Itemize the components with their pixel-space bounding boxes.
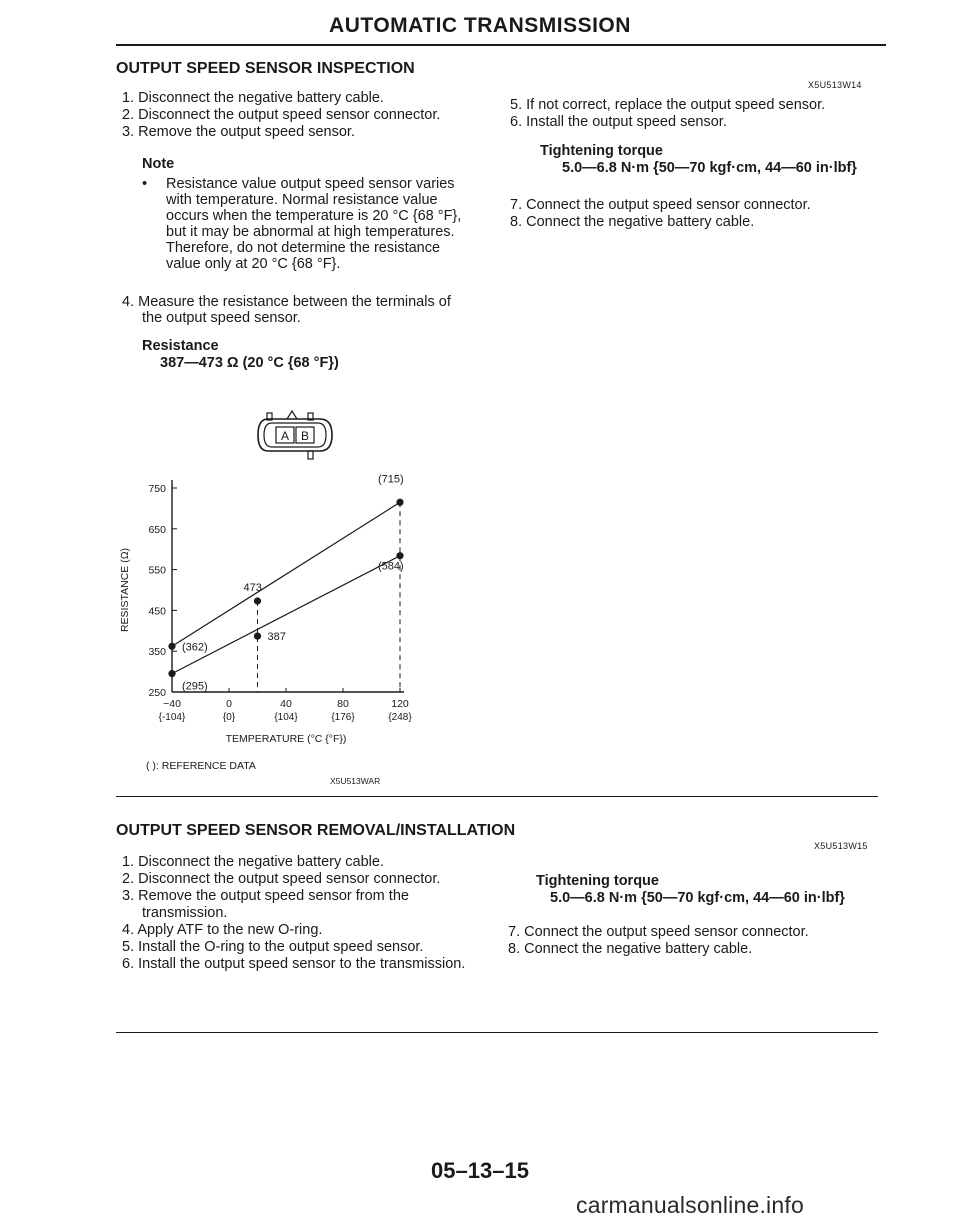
note-body [142, 176, 472, 272]
series-line-upper [172, 502, 400, 646]
figure-code: X5U513WAR [330, 776, 381, 786]
list-item: 6. Install the output speed sensor to the transmission. [122, 956, 466, 972]
data-point [168, 643, 175, 650]
data-point [396, 499, 403, 506]
data-label: 387 [267, 631, 286, 644]
x-tick-label-f: {0} [222, 712, 236, 723]
y-axis-label: RESISTANCE (Ω) [119, 547, 131, 633]
list-item: 2. Disconnect the output speed sensor connector. [122, 871, 441, 887]
y-tick-label: 650 [148, 523, 166, 536]
y-tick-label: 550 [148, 564, 166, 577]
section-code: X5U513W14 [808, 80, 862, 90]
y-tick-label: 250 [148, 687, 166, 699]
data-label: (295) [182, 680, 208, 693]
series-line-lower [172, 556, 400, 674]
list-item: 3. Remove the output speed sensor from the transmission. [122, 888, 409, 921]
page-number: 05–13–15 [431, 1158, 529, 1183]
connector-bottom-tab [308, 451, 313, 459]
data-label: (584) [378, 560, 404, 573]
list-item: 7. Connect the output speed sensor connector. [508, 924, 809, 940]
list-item: 5. Install the O-ring to the output speed sensor. [122, 939, 424, 955]
x-tick-label: 40 [280, 698, 292, 710]
watermark: carmanualsonline.info [576, 1192, 804, 1218]
bullet-icon: • [142, 176, 148, 192]
list-item: 3. Remove the output speed sensor. [122, 124, 355, 140]
section-title-inspection: OUTPUT SPEED SENSOR INSPECTION [116, 60, 415, 77]
removal-steps-right [508, 924, 888, 958]
x-tick-label-f: {-104} [158, 712, 186, 723]
reference-note: ( ): REFERENCE DATA [146, 760, 256, 772]
list-item: 1. Disconnect the negative battery cable. [122, 90, 384, 106]
list-item: 8. Connect the negative battery cable. [510, 214, 755, 230]
connector-key [287, 411, 297, 419]
connector-inner-outline [264, 423, 326, 447]
x-axis-label: TEMPERATURE (°C {°F}) [225, 733, 347, 745]
list-item: 7. Connect the output speed sensor connector. [510, 197, 811, 213]
terminal-a-label: A [280, 429, 290, 443]
data-label: (715) [378, 473, 404, 486]
terminal-b-label: B [300, 429, 310, 443]
inspection-steps-left [122, 90, 502, 141]
torque-value: 5.0—6.8 N·m {50—70 kgf·cm, 44—60 in·lbf} [550, 890, 845, 906]
inspection-steps-right [510, 97, 890, 131]
resistance-temperature-chart [100, 470, 460, 790]
list-item: 6. Install the output speed sensor. [510, 114, 727, 130]
data-label: 473 [243, 582, 262, 595]
inspection-step-4 [122, 294, 467, 326]
data-point [168, 670, 175, 677]
x-tick-label-f: {176} [331, 712, 355, 723]
list-item: 5. If not correct, replace the output speed sensor. [510, 97, 826, 113]
list-item: 8. Connect the negative battery cable. [508, 941, 753, 957]
x-tick-label: 120 [391, 698, 409, 710]
y-tick-label: 450 [148, 605, 166, 618]
connector-diagram [250, 405, 340, 465]
list-item: 2. Disconnect the output speed sensor connector. [122, 107, 441, 123]
data-label: (362) [182, 641, 208, 654]
page-title: AUTOMATIC TRANSMISSION [329, 14, 631, 37]
removal-steps-left [122, 854, 482, 973]
list-item: 1. Disconnect the negative battery cable. [122, 854, 384, 870]
section-code: X5U513W15 [814, 841, 868, 851]
section-divider [116, 796, 878, 797]
y-tick-label: 350 [148, 646, 166, 659]
data-point [254, 633, 261, 640]
data-point [396, 552, 403, 559]
resistance-value: 387—473 Ω (20 °C {68 °F}) [160, 355, 339, 371]
torque-value: 5.0—6.8 N·m {50—70 kgf·cm, 44—60 in·lbf} [562, 160, 857, 176]
x-tick-label-f: {104} [274, 712, 298, 723]
x-tick-label: 80 [337, 698, 349, 710]
header-rule [116, 44, 886, 46]
torque-title: Tightening torque [540, 143, 663, 159]
section-end-rule [116, 1032, 878, 1033]
note-title: Note [142, 156, 175, 172]
y-tick-label: 750 [148, 483, 166, 495]
list-item: 4. Measure the resistance between the terminals of the output speed sensor. [122, 294, 451, 326]
x-tick-label: 0 [226, 698, 232, 710]
resistance-title: Resistance [142, 338, 219, 354]
torque-title: Tightening torque [536, 873, 659, 889]
list-item: 4. Apply ATF to the new O-ring. [122, 922, 323, 938]
x-tick-label: −40 [163, 698, 181, 710]
x-tick-label-f: {248} [388, 712, 412, 723]
data-point [254, 597, 261, 604]
inspection-steps-right-2 [510, 197, 890, 231]
section-title-removal: OUTPUT SPEED SENSOR REMOVAL/INSTALLATION [116, 822, 516, 839]
note-text: Resistance value output speed sensor varies with temperature. Normal resistance value occurs when the temperature is 20 °C {68 °F}, but it may be abnormal at high temperatures. Therefore, do not determine the resistance value only at 20 °C {68 °F}. [166, 176, 462, 272]
